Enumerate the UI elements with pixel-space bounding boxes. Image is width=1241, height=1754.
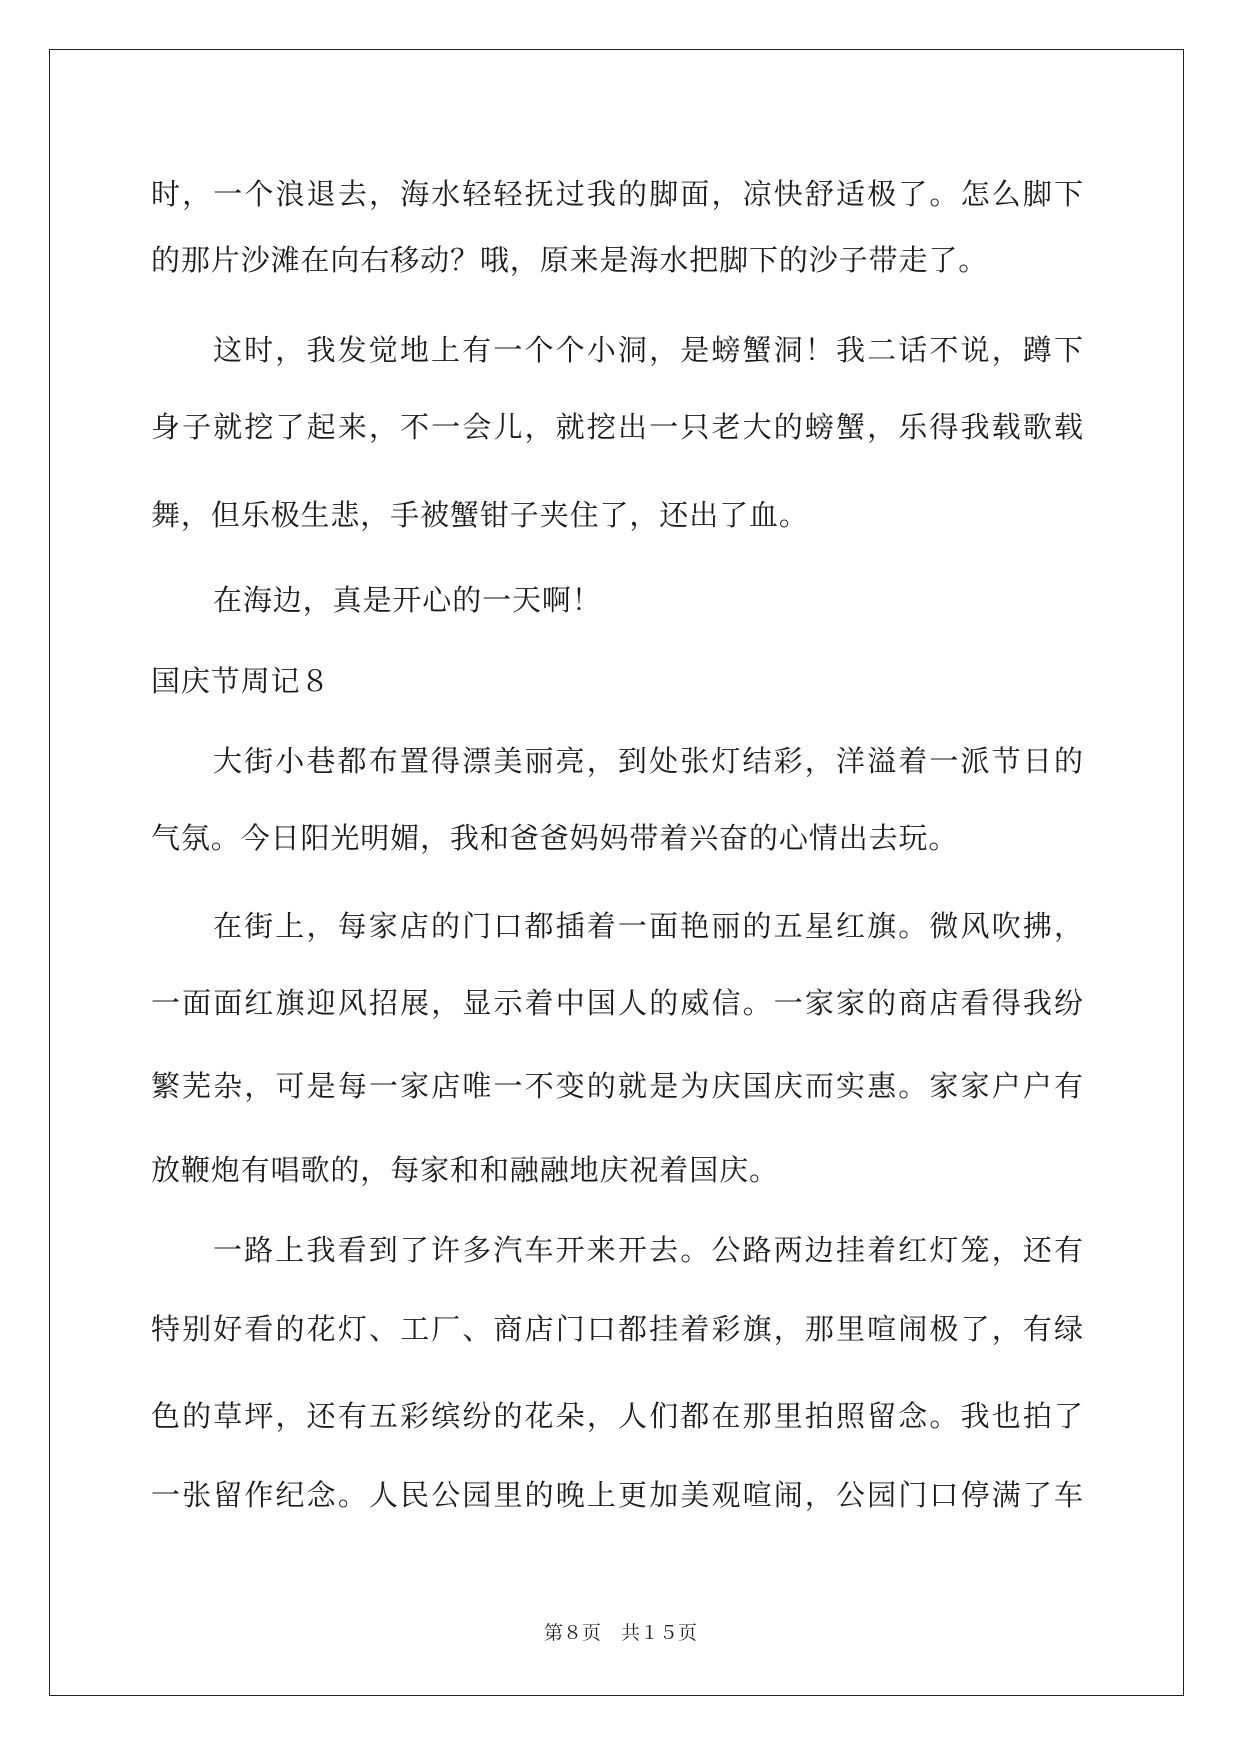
paragraph-line: 在街上，每家店的门口都插着一面艳丽的五星红旗。微风吹拂， [213,909,1083,943]
paragraph-line: 在海边，真是开心的一天啊！ [213,583,602,617]
paragraph-line: 色的草坪，还有五彩缤纷的花朵，人们都在那里拍照留念。我也拍了 [151,1399,1083,1433]
paragraph-line: 放鞭炮有唱歌的，每家和和融融地庆祝着国庆。 [151,1153,779,1187]
paragraph-line: 时，一个浪退去，海水轻轻抚过我的脚面，凉快舒适极了。怎么脚下 [151,177,1083,211]
page-footer [0,1618,1241,1645]
page-total: 共１５页 [621,1622,698,1644]
paragraph-line: 大街小巷都布置得漂美丽亮，到处张灯结彩，洋溢着一派节日的 [213,744,1083,778]
paragraph-line: 身子就挖了起来，不一会儿，就挖出一只老大的螃蟹，乐得我载歌载 [151,410,1083,444]
paragraph-line: 特别好看的花灯、工厂、商店门口都挂着彩旗，那里喧闹极了，有绿 [151,1312,1083,1346]
paragraph-line: 气氛。今日阳光明媚，我和爸爸妈妈带着兴奋的心情出去玩。 [151,821,959,855]
paragraph-line: 一路上我看到了许多汽车开来开去。公路两边挂着红灯笼，还有 [213,1233,1083,1267]
paragraph-line: 一张留作纪念。人民公园里的晚上更加美观喧闹，公园门口停满了车 [151,1478,1083,1512]
page-border [49,49,1184,1696]
paragraph-line: 这时，我发觉地上有一个个小洞，是螃蟹洞！我二话不说，蹲下 [213,333,1083,367]
paragraph-line: 繁芜杂，可是每一家店唯一不变的就是为庆国庆而实惠。家家户户有 [151,1069,1083,1103]
paragraph-line: 一面面红旗迎风招展，显示着中国人的威信。一家家的商店看得我纷 [151,986,1083,1020]
paragraph-line: 舞，但乐极生悲，手被蟹钳子夹住了，还出了血。 [151,498,809,532]
paragraph-line: 的那片沙滩在向右移动？哦，原来是海水把脚下的沙子带走了。 [151,243,989,277]
section-heading: 国庆节周记８ [151,664,331,698]
page-number: 第８页 [543,1622,601,1644]
